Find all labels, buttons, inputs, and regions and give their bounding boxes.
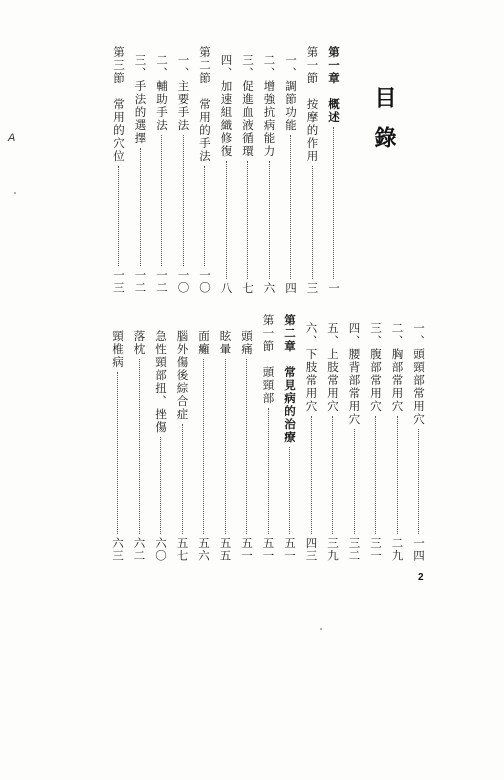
toc-upper-block — [84, 46, 344, 294]
dot-leader — [268, 408, 269, 534]
toc-entry-title: 第三節 常用的穴位 — [112, 46, 126, 163]
toc-entry — [280, 46, 302, 294]
toc-entry — [408, 314, 430, 562]
toc-entry — [151, 46, 173, 294]
toc-entry-title: 五、上肢常用穴 — [326, 322, 340, 413]
toc-entry-page: 四三 — [304, 537, 319, 562]
toc-entry-page: 六三 — [111, 537, 125, 562]
toc-entry — [193, 314, 215, 562]
toc-entry-page: 七 — [241, 281, 255, 294]
toc-entry-title: 一、調節功能 — [284, 54, 298, 132]
toc-entry-title: 頸椎病 — [111, 330, 125, 369]
dot-leader — [140, 148, 141, 266]
toc-entry-title: 六、下肢常用穴 — [304, 322, 319, 413]
toc-entry — [172, 46, 194, 294]
toc-entry — [257, 314, 279, 562]
toc-entry — [150, 314, 172, 562]
toc-entry-page: 一〇 — [198, 269, 212, 294]
toc-entry-title: 一、頭頸部常用穴 — [412, 322, 426, 426]
dot-leader — [117, 372, 118, 534]
toc-entry — [129, 46, 151, 294]
toc-entry-page: 五七 — [175, 537, 190, 562]
toc-lower-block — [84, 314, 429, 562]
toc-entry-title: 第二節 常用的手法 — [198, 46, 212, 163]
dot-leader — [160, 437, 161, 534]
paper-speck — [320, 628, 322, 630]
toc-entry-page: 五五 — [218, 537, 233, 562]
toc-entry-page: 八 — [219, 281, 234, 294]
toc-entry-title: 四、腰背部常用穴 — [347, 322, 362, 426]
toc-entry-page: 二九 — [390, 537, 405, 562]
dot-leader — [139, 359, 140, 534]
toc-entry-title: 腦外傷後綜合症 — [175, 330, 190, 421]
toc-entry-title: 頭痛 — [240, 330, 254, 356]
toc-entry-page: 五一 — [283, 537, 297, 562]
dot-leader — [225, 359, 226, 534]
dot-leader — [204, 166, 205, 266]
dot-leader — [161, 135, 162, 266]
toc-entry-title: 二、輔助手法 — [155, 54, 169, 132]
toc-entry — [322, 314, 344, 562]
toc-entry-title: 三、促進血液循環 — [241, 54, 255, 158]
toc-entry-title: 三、手法的選擇 — [133, 54, 148, 145]
page-number: 2 — [418, 572, 424, 583]
toc-entry-title: 面癱 — [197, 330, 211, 356]
toc-entry-page: 六〇 — [154, 537, 168, 562]
paper-speck — [14, 192, 16, 194]
toc-entry — [386, 314, 408, 562]
toc-entry — [128, 314, 150, 562]
toc-entry — [323, 46, 345, 294]
toc-entry-title: 第一章 概述 — [327, 46, 341, 124]
toc-entry-title: 二、增強抗病能力 — [262, 54, 277, 158]
toc-entry-page: 六 — [262, 281, 277, 294]
dot-leader — [203, 359, 204, 534]
toc-entry — [343, 314, 365, 562]
dot-leader — [289, 447, 290, 534]
dot-leader — [333, 127, 334, 279]
toc-entry-page: 四 — [284, 281, 298, 294]
toc-entry — [236, 314, 258, 562]
dot-leader — [183, 135, 184, 266]
toc-entry — [194, 46, 216, 294]
dot-leader — [332, 416, 333, 534]
toc-entry — [365, 314, 387, 562]
dot-leader — [418, 429, 419, 534]
toc-entry-title: 落枕 — [132, 330, 147, 356]
dot-leader — [311, 416, 312, 534]
margin-mark: A — [8, 132, 16, 144]
toc-entry — [214, 314, 236, 562]
dot-leader — [354, 429, 355, 534]
toc-entry-title: 一、主要手法 — [176, 54, 191, 132]
toc-entry-page: 三 — [305, 281, 320, 294]
dot-leader — [397, 416, 398, 534]
dot-leader — [226, 161, 227, 279]
toc-entry-title: 第一節 頭頸部 — [261, 314, 276, 405]
toc-entry — [301, 46, 323, 294]
dot-leader — [182, 424, 183, 534]
toc-entry-page: 一〇 — [176, 269, 191, 294]
toc-entry-title: 第一節 按摩的作用 — [305, 46, 320, 163]
toc-entry-page: 三九 — [326, 537, 340, 562]
toc-entry — [300, 314, 322, 562]
dot-leader — [290, 135, 291, 279]
toc-entry-page: 五一 — [240, 537, 254, 562]
toc-entry — [237, 46, 259, 294]
dot-leader — [312, 166, 313, 279]
toc-entry-page: 一 — [327, 281, 341, 294]
toc-entry-page: 六二 — [132, 537, 147, 562]
toc-entry-page: 一三 — [112, 269, 126, 294]
toc-entry-page: 三二 — [347, 537, 362, 562]
dot-leader — [247, 161, 248, 279]
dot-leader — [269, 161, 270, 279]
toc-entry-title: 急性頸部扭、挫傷 — [154, 330, 168, 434]
toc-entry-title: 二、胸部常用穴 — [390, 322, 405, 413]
toc-entry-title: 三、腹部常用穴 — [369, 322, 383, 413]
toc-entry-page: 五一 — [261, 537, 276, 562]
dot-leader — [375, 416, 376, 534]
toc-entry — [215, 46, 237, 294]
toc-entry-page: 一二 — [133, 269, 148, 294]
toc-entry — [107, 314, 129, 562]
dot-leader — [118, 166, 119, 266]
toc-entry-page: 一四 — [412, 537, 426, 562]
toc-entry-page: 五六 — [197, 537, 211, 562]
toc-entry — [108, 46, 130, 294]
toc-entry-page: 三一 — [369, 537, 383, 562]
dot-leader — [246, 359, 247, 534]
toc-entry-title: 四、加速組織修復 — [219, 54, 234, 158]
toc-entry — [258, 46, 280, 294]
toc-entry-title: 眩暈 — [218, 330, 233, 356]
page-title: 目錄 — [371, 86, 397, 166]
toc-entry — [279, 314, 301, 562]
toc-entry — [171, 314, 193, 562]
toc-entry-page: 一二 — [155, 269, 169, 294]
toc-entry-title: 第二章 常見病的治療 — [283, 314, 297, 444]
